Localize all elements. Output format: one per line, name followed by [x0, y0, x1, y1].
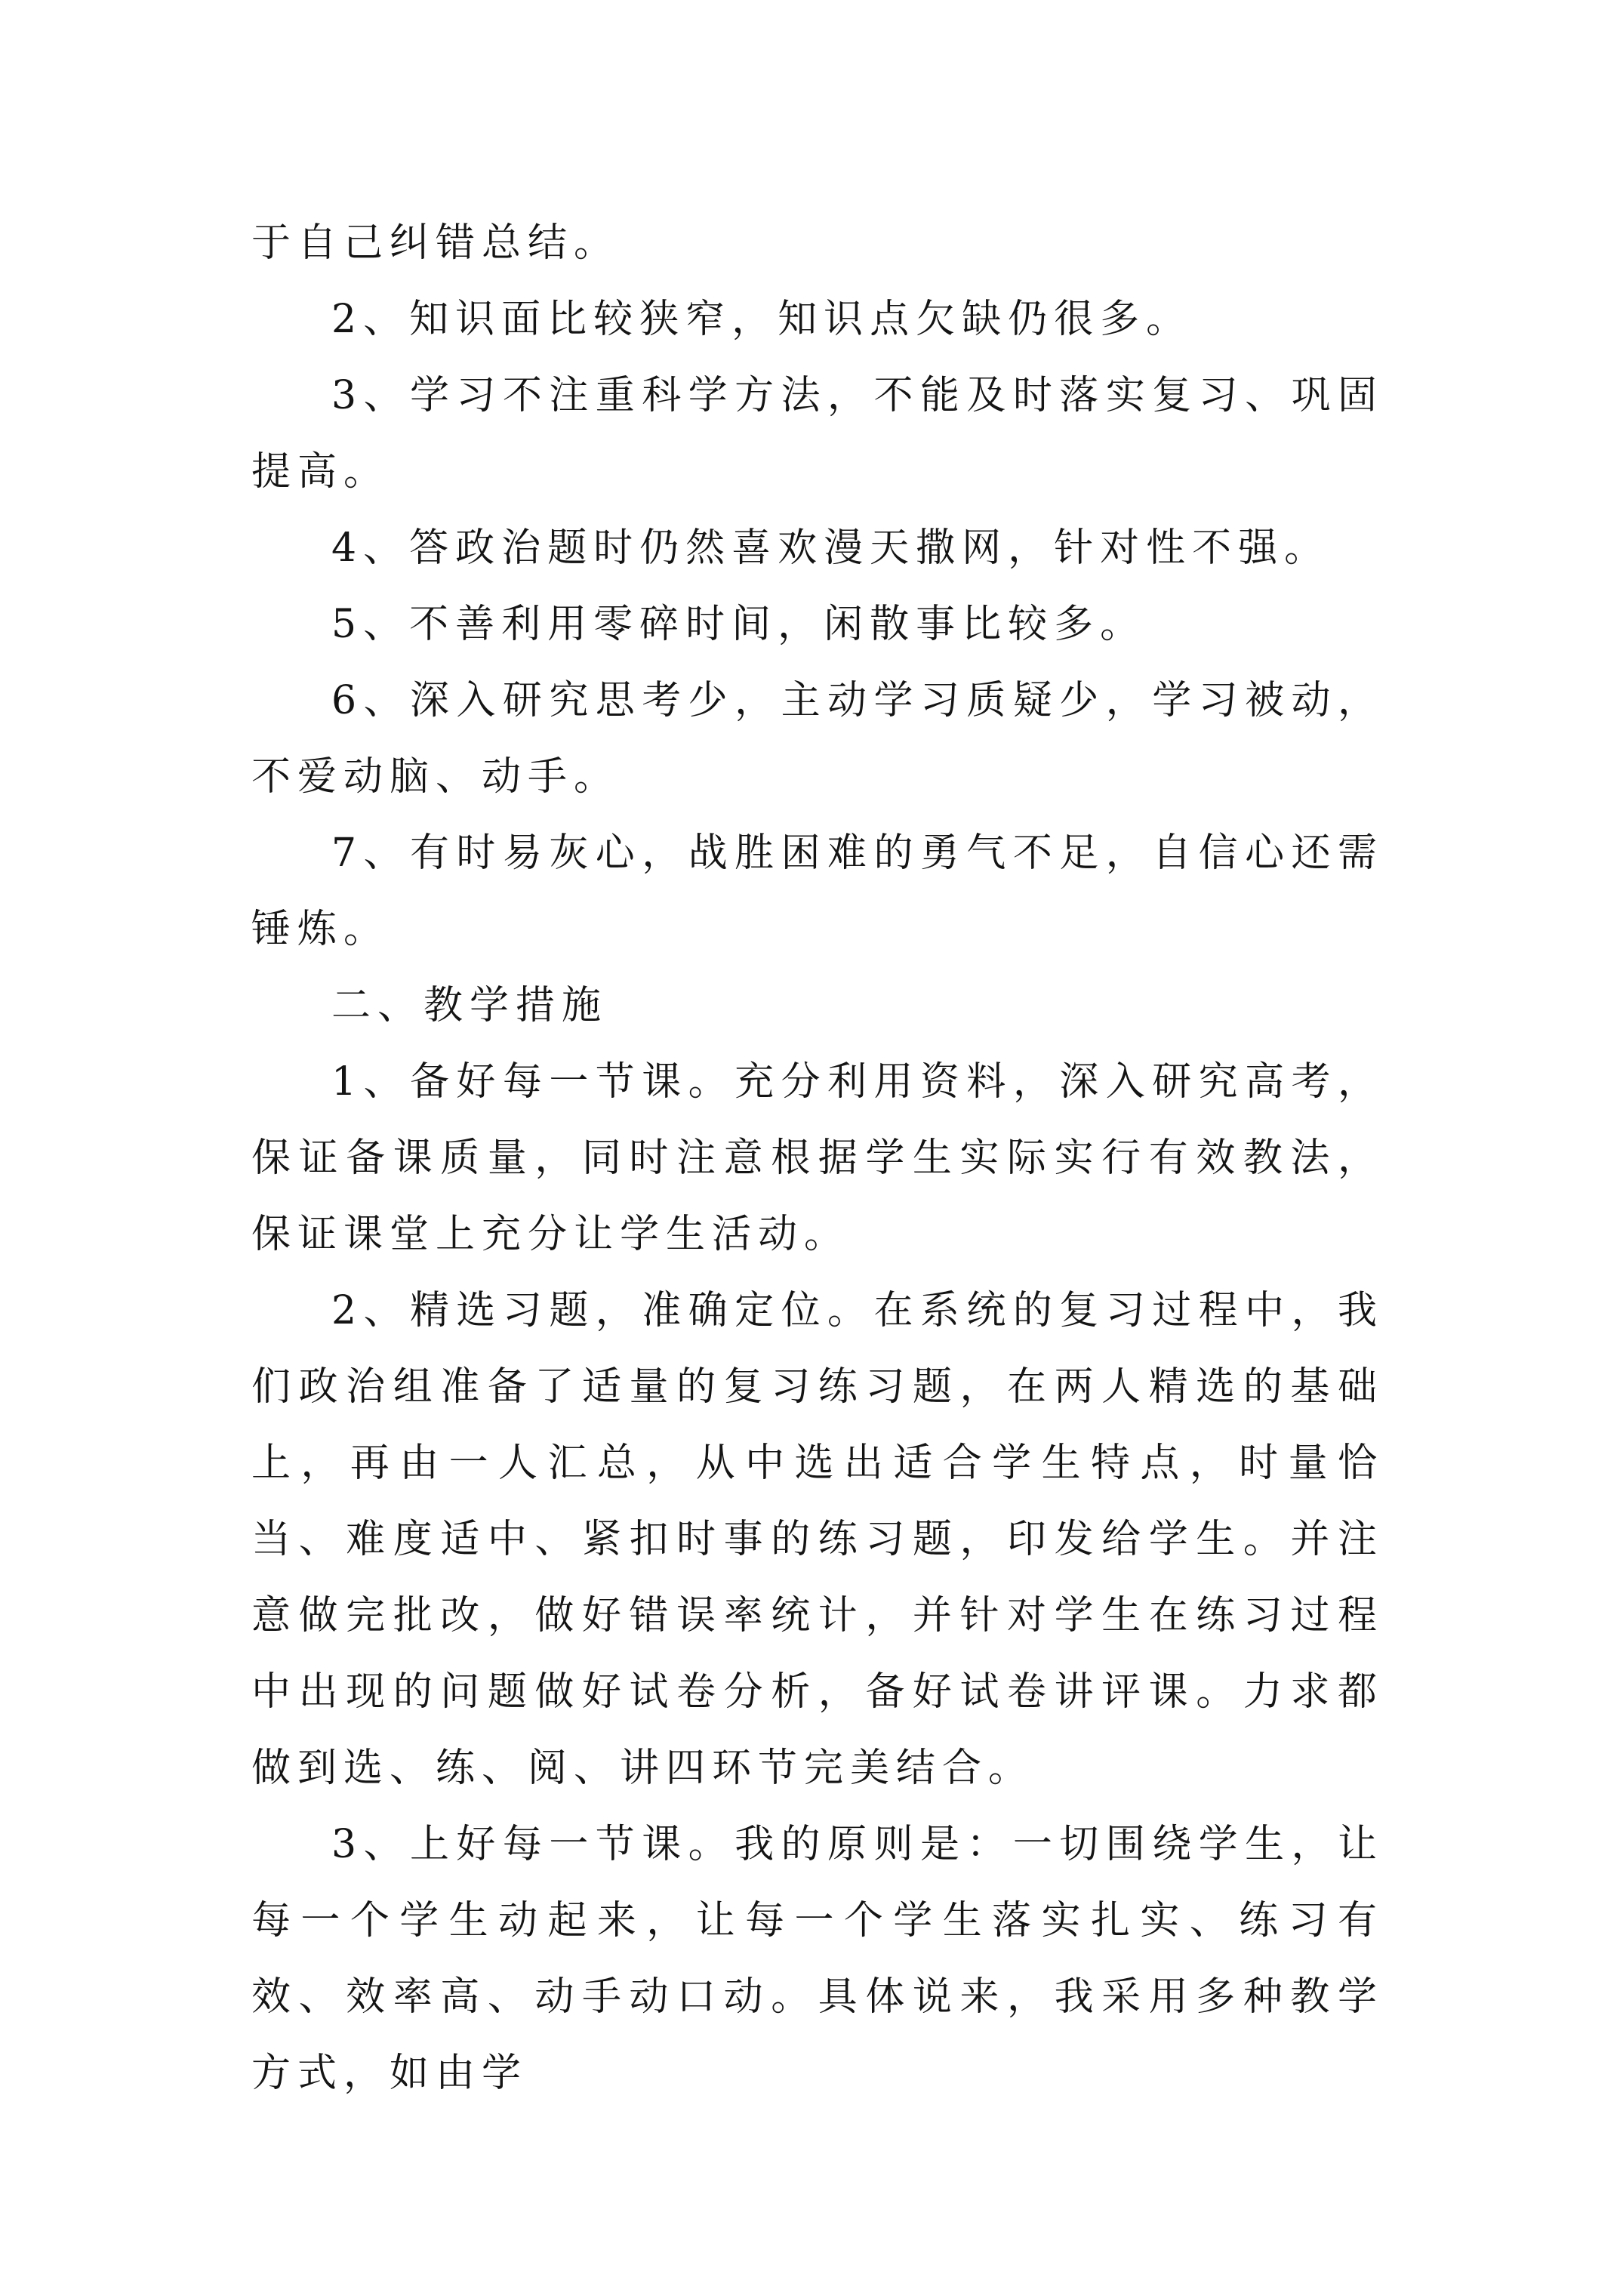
paragraph-item-2: 2、知识面比较狭窄，知识点欠缺仍很多。 [331, 297, 1193, 342]
document-body [251, 205, 1384, 2112]
paragraph-item-6: 6、深入研究思考少，主动学习质疑少，学习被动，不爱动脑、动手。 [251, 678, 1384, 800]
paragraph-item-5: 5、不善利用零碎时间，闲散事比较多。 [331, 602, 1147, 647]
paragraph-continuation: 于自己纠错总结。 [251, 220, 621, 266]
paragraph-measure-3: 3、上好每一节课。我的原则是：一切围绕学生，让每一个学生动起来，让每一个学生落实扎实、练习有效、效率高、动手动口动。具体说来，我采用多种教学方式，如由学 [251, 1822, 1384, 2096]
section-heading: 二、教学措施 [331, 983, 608, 1028]
paragraph-measure-2: 2、精选习题，准确定位。在系统的复习过程中，我们政治组准备了适量的复习练习题，在两人精选的基础上，再由一人汇总，从中选出适合学生特点，时量恰当、难度适中、紧扣时事的练习题，印发给学生。并注意做完批改，做好错误率统计，并针对学生在练习过程中出现的问题做好试卷分析，备好试卷讲评课。力求都做到选、练、阅、讲四环节完美结合。 [251, 1288, 1384, 1791]
paragraph-item-7: 7、有时易灰心，战胜困难的勇气不足，自信心还需锤炼。 [251, 831, 1384, 952]
paragraph-item-4: 4、答政治题时仍然喜欢漫天撒网，针对性不强。 [331, 525, 1331, 571]
paragraph-measure-1: 1、备好每一节课。充分利用资料，深入研究高考，保证备课质量，同时注意根据学生实际实行有效教法，保证课堂上充分让学生活动。 [251, 1059, 1384, 1257]
paragraph-item-3: 3、学习不注重科学方法，不能及时落实复习、巩固提高。 [251, 373, 1384, 495]
